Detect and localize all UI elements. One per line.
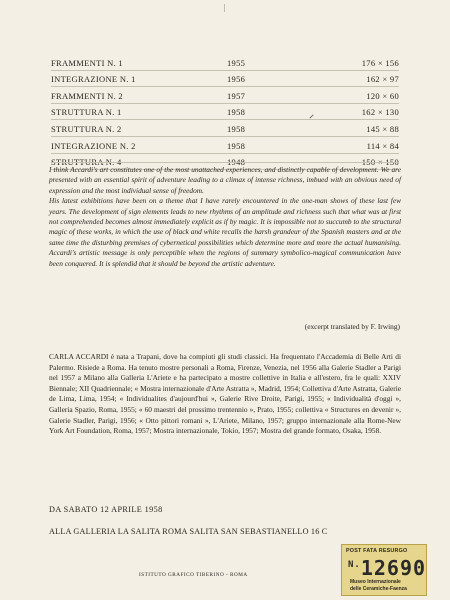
- work-size: 114 × 84: [366, 140, 399, 151]
- exhibition-date: DA SABATO 12 APRILE 1958: [49, 505, 163, 514]
- work-row: [51, 71, 399, 88]
- exhibition-venue: ALLA GALLERIA LA SALITA ROMA SALITA SAN SEBASTIANELLO 16 C: [49, 527, 328, 536]
- translation-credit: (excerpt translated by F. Irwing): [304, 322, 400, 331]
- english-essay: [49, 165, 401, 269]
- museum-stamp: [341, 544, 427, 596]
- work-title: FRAMMENTI N. 1: [51, 57, 123, 68]
- work-row: [51, 104, 399, 121]
- work-row: [51, 87, 399, 104]
- work-year: 1956: [227, 74, 246, 85]
- work-size: 162 × 97: [366, 74, 399, 85]
- stamp-museum-line: Museo Internazionale: [350, 579, 401, 585]
- stamp-prefix: N.: [348, 560, 361, 570]
- work-year: 1957: [227, 90, 246, 101]
- artist-biography: CARLA ACCARDI è nata a Trapani, dove ha compiuti gli studi classici. Ha frequentato l'Accademia di Belle Arti di Palermo. Risiede a Roma. Ha tenuto mostre personali a Roma, Firenze, Venezia, nel 1956 alla Galerie Stadler a Parigi nel 1957 a Milano alla Galleria L'Ariete e ha partecipato a mostre collettive in Italia e all'estero, fra le quali: XXIV Biennale; XII Quadriennale; « Mostra internazionale d'Arte Astratta », Madrid, 1954; Collettiva d'Arte Astratta, Galerie de Lima, Lima, 1954; « Individualites d'aujourd'hui », Galerie Rive Droite, Parigi, 1955; « Individualità d'oggi », Galleria Spazio, Roma, 1955; « 60 maestri del prossimo trentennio », Prato, 1955; collettiva « Structures en devenir », Galerie Stadler, Parigi, 1956; « Otto pittori romani », L'Ariete, Milano, 1957; gruppo internazionale alla Rome-New York Art Foundation, Roma, 1957; Mostra internazionale, Tokio, 1957; Mostra del grande formato, Osaka, 1958.: [49, 352, 401, 436]
- work-size: 162 × 130: [361, 107, 399, 118]
- work-year: 1958: [227, 140, 246, 151]
- work-title: STRUTTURA N. 2: [51, 123, 122, 134]
- stamp-header: POST FATA RESURGO: [346, 548, 408, 554]
- work-size: 176 × 156: [361, 57, 399, 68]
- work-title: INTEGRAZIONE N. 1: [51, 74, 136, 85]
- work-year: 1955: [227, 57, 246, 68]
- table-bottom-rule: [51, 162, 399, 163]
- work-title: INTEGRAZIONE N. 2: [51, 140, 136, 151]
- work-row: [51, 54, 399, 71]
- work-size: 120 × 60: [366, 90, 399, 101]
- english-paragraph-2: His latest exhibitions have been on a theme that I have rarely encountered in the one-man shows of these last few years. The development of sign elements leads to new rhythms of an amplitude and richness such that what was at first not comprehended becomes almost immediately explicit as if by magic. It is impossible not to succumb to the structural magic of these works, in which the use of black and white recalls the harsh grandeur of the Spanish masters and at the same time the disturbing premises of cybernetical possibilities which determine more and more the actual humanising. Accardi's artistic message is only perceptible when the regions of summary symbolico-magical communication have been conquered. It is splendid that it should be beyond the artistic adventure.: [49, 196, 401, 268]
- stamp-number: [348, 556, 426, 580]
- work-size: 150 × 150: [361, 157, 399, 168]
- fold-mark: [224, 4, 225, 12]
- work-year: 1948: [227, 157, 246, 168]
- stamp-number-value: 12690: [360, 556, 427, 580]
- work-title: STRUTTURA N. 1: [51, 107, 122, 118]
- work-row: [51, 137, 399, 154]
- work-title: FRAMMENTI N. 2: [51, 90, 123, 101]
- work-size: 145 × 88: [366, 123, 399, 134]
- english-paragraph-1: I think Accardi's art constitutes one of the most unattached experiences, and distinctly capable of development. We are presented with an essential spirit of adventure leading to a climax of intense richness, imbued with an obvious need of expression and the most individual sense of freedom.: [49, 165, 401, 195]
- work-title: STRUTTURA N. 4: [51, 157, 122, 168]
- work-year: 1958: [227, 123, 246, 134]
- printer-credit: ISTITUTO GRAFICO TIBERINO - ROMA: [139, 572, 248, 578]
- work-row: [51, 120, 399, 137]
- works-table: [51, 54, 399, 170]
- work-year: 1958: [227, 107, 246, 118]
- stamp-city-line: delle Ceramiche-Faenza: [350, 586, 407, 592]
